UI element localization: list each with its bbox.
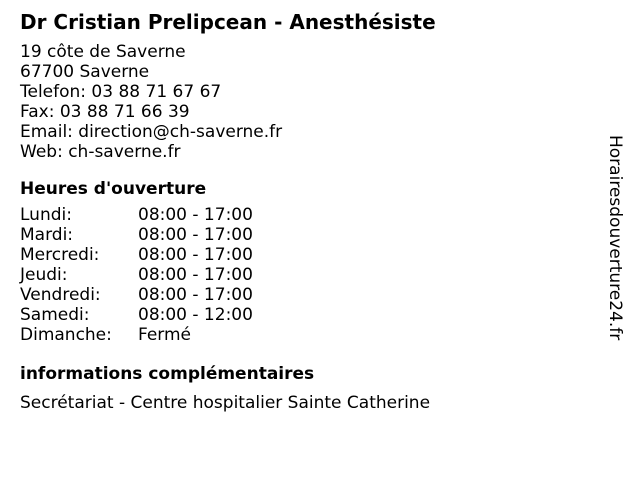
- hours-row-wednesday: [20, 245, 580, 265]
- email-address: Email: direction@ch-saverne.fr: [20, 122, 283, 142]
- additional-info-heading: informations complémentaires: [20, 364, 315, 384]
- day-label: Vendredi:: [20, 285, 101, 305]
- site-watermark: Horairesdouverture24.fr: [605, 135, 625, 341]
- website: Web: ch-saverne.fr: [20, 142, 181, 162]
- day-label: Lundi:: [20, 205, 72, 225]
- hours-row-friday: [20, 285, 580, 305]
- time-value: 08:00 - 17:00: [138, 205, 253, 225]
- hours-row-tuesday: [20, 225, 580, 245]
- page-title: Dr Cristian Prelipcean - Anesthésiste: [20, 10, 436, 34]
- time-value: 08:00 - 12:00: [138, 305, 253, 325]
- day-label: Mardi:: [20, 225, 74, 245]
- hours-row-sunday: [20, 325, 580, 345]
- address-street: 19 côte de Saverne: [20, 42, 186, 62]
- phone-number: Telefon: 03 88 71 67 67: [20, 82, 222, 102]
- time-value: 08:00 - 17:00: [138, 265, 253, 285]
- hours-row-thursday: [20, 265, 580, 285]
- day-label: Dimanche:: [20, 325, 112, 345]
- opening-hours-heading: Heures d'ouverture: [20, 179, 207, 199]
- additional-info-text: Secrétariat - Centre hospitalier Sainte Catherine: [20, 393, 431, 413]
- contact-block: [20, 42, 580, 162]
- hours-row-saturday: [20, 305, 580, 325]
- day-label: Mercredi:: [20, 245, 100, 265]
- business-card: [20, 8, 580, 414]
- address-city: 67700 Saverne: [20, 62, 150, 82]
- time-value: 08:00 - 17:00: [138, 225, 253, 245]
- time-value: 08:00 - 17:00: [138, 285, 253, 305]
- opening-hours-table: [20, 205, 580, 345]
- time-value: 08:00 - 17:00: [138, 245, 253, 265]
- day-label: Jeudi:: [20, 265, 68, 285]
- fax-number: Fax: 03 88 71 66 39: [20, 102, 190, 122]
- time-value: Fermé: [138, 325, 192, 345]
- hours-row-monday: [20, 205, 580, 225]
- day-label: Samedi:: [20, 305, 90, 325]
